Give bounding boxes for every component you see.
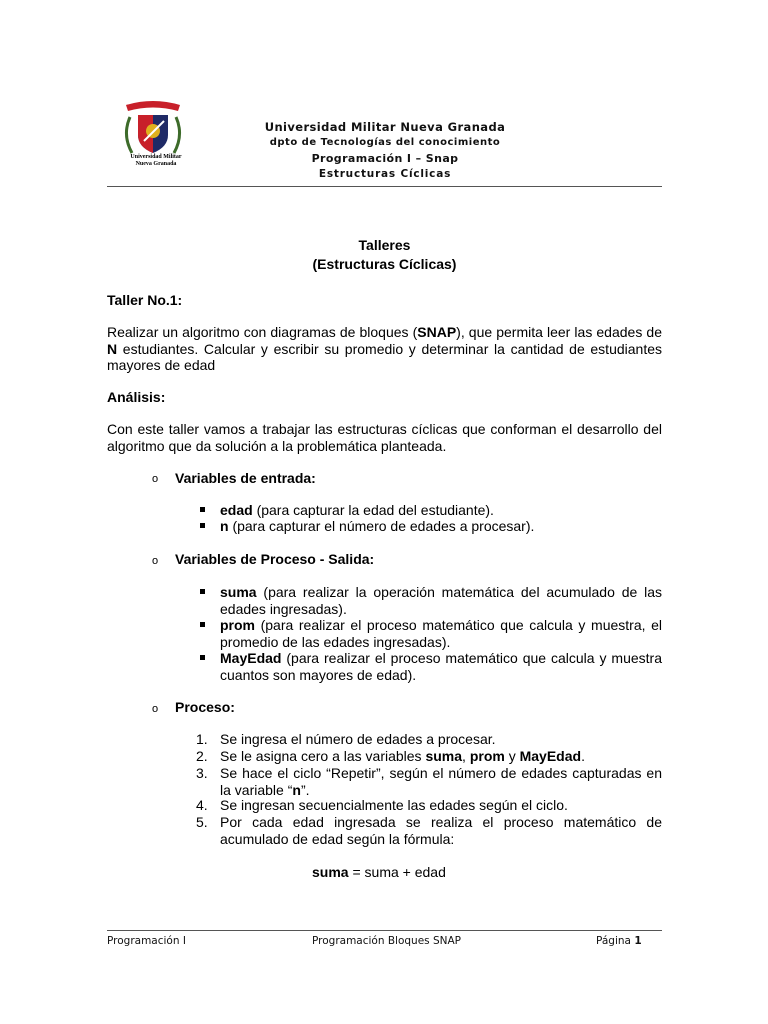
analysis-heading: Análisis: [107,389,166,405]
topic-name: Estructuras Cíclicas [318,168,452,180]
bullet-square [200,507,205,512]
process-step: Se le asigna cero a las variables suma, prom y MayEdad. [220,748,585,764]
variable-item: prom (para realizar el proceso matemático que calcula y muestra, el promedio de las edades ingresadas). [220,617,662,650]
process-step: Por cada edad ingresada se realiza el proceso matemático de acumulado de edad según la fórmula: [220,814,662,847]
footer-divider [107,930,662,931]
analysis-text: Con este taller vamos a trabajar las estructuras cíclicas que conforman el desarrollo del algoritmo que da solución a la problemática planteada. [107,421,662,454]
formula: suma = suma + edad [312,864,446,880]
section-bullet: o [152,555,159,567]
footer-left: Programación I [107,935,186,947]
section-bullet: o [152,473,159,485]
department-name: dpto de Tecnologías del conocimiento [269,137,501,148]
variable-item: MayEdad (para realizar el proceso matemático que calcula y muestra cuantos son mayores de edad). [220,650,662,683]
page-subtitle: (Estructuras Cíclicas) [312,256,457,272]
header-divider [107,186,662,187]
proceso-salida-heading: Variables de Proceso - Salida: [175,551,375,567]
step-number: 4. [196,797,208,813]
variable-item: edad (para capturar la edad del estudiante). [220,502,494,518]
variable-item: suma (para realizar la operación matemática del acumulado de las edades ingresadas). [220,584,662,617]
step-number: 1. [196,731,208,747]
entrada-heading: Variables de entrada: [175,470,316,486]
bullet-square [200,655,205,660]
variable-item: n (para capturar el número de edades a procesar). [220,518,535,534]
section-bullet: o [152,703,159,715]
footer-page: Página 1 [596,935,642,947]
bullet-square [200,589,205,594]
footer-center: Programación Bloques SNAP [312,935,462,947]
proceso-heading: Proceso: [175,699,235,715]
course-name: Programación I – Snap [311,152,459,165]
bullet-square [200,523,205,528]
page-title: Talleres [358,237,411,253]
process-step: Se ingresan secuencialmente las edades según el ciclo. [220,797,568,813]
process-step: Se ingresa el número de edades a procesar. [220,731,496,747]
university-name: Universidad Militar Nueva Granada [264,120,506,134]
step-number: 3. [196,765,208,781]
bullet-square [200,622,205,627]
step-number: 5. [196,814,208,830]
taller-heading: Taller No.1: [107,292,183,308]
process-step: Se hace el ciclo “Repetir”, según el número de edades capturadas en la variable “n”. [220,765,662,798]
step-number: 2. [196,748,208,764]
taller-statement: Realizar un algoritmo con diagramas de bloques (SNAP), que permita leer las edades de N estudiantes. Calcular y escribir su promedio y determinar la cantidad de estudiantes mayores de edad [107,324,662,373]
logo-caption: Universidad Militar Nueva Granada [130,154,182,167]
